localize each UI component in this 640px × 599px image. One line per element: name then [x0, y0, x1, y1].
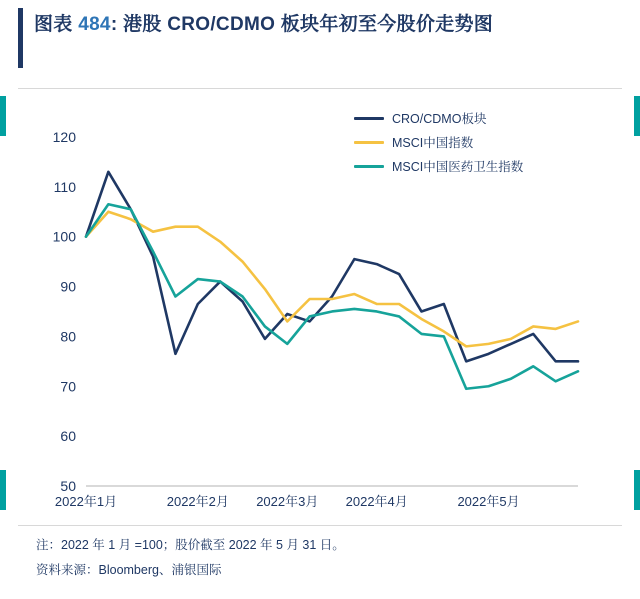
- legend-item-cro: [354, 106, 523, 130]
- legend-swatch-msci-health: [354, 165, 384, 168]
- legend-swatch-cro: [354, 117, 384, 120]
- x-axis-tick-label: 2022年2月: [166, 494, 229, 509]
- chart-legend: [354, 106, 523, 178]
- legend-label-msci-health: MSCI中国医药卫生指数: [392, 160, 524, 174]
- page-edge-mark-right: [634, 96, 640, 136]
- series-line-1: [86, 212, 578, 347]
- y-axis-tick-label: 100: [52, 228, 76, 245]
- y-axis-tick-label: 60: [60, 428, 76, 445]
- divider-top: [18, 88, 622, 89]
- x-axis-tick-label: 2022年1月: [54, 494, 118, 509]
- line-chart-svg: [18, 92, 622, 520]
- legend-label-msci-china: MSCI中国指数: [392, 136, 474, 150]
- legend-item-msci-china: [354, 130, 523, 154]
- y-axis-tick-label: 110: [53, 178, 76, 195]
- y-axis-ticks: [53, 129, 77, 494]
- legend-item-msci-health: [354, 154, 523, 178]
- y-axis-tick-label: 120: [52, 128, 76, 145]
- y-axis-tick-label: 80: [60, 328, 76, 345]
- figure-title-text: 港股 CRO/CDMO 板块年初至今股价走势图: [123, 14, 494, 35]
- x-axis-ticks: [55, 494, 520, 509]
- chart-canvas: [18, 92, 622, 520]
- figure-note: 注：2022 年 1 月 =100；股价截至 2022 年 5 月 31 日。: [36, 538, 345, 552]
- figure-source: 资料来源：Bloomberg、浦银国际: [36, 563, 222, 577]
- series-lines: [86, 172, 578, 389]
- y-axis-tick-label: 90: [60, 278, 76, 295]
- figure-title: [34, 10, 614, 40]
- divider-bottom: [18, 525, 622, 526]
- legend-swatch-msci-china: [354, 141, 384, 144]
- figure-separator: :: [110, 14, 118, 35]
- page-edge-mark-right-lower: [634, 470, 640, 510]
- x-axis-tick-label: 2022年4月: [345, 494, 408, 509]
- page-edge-mark-left-lower: [0, 470, 6, 510]
- y-axis-tick-label: 50: [60, 478, 76, 494]
- x-axis-tick-label: 2022年3月: [256, 494, 319, 509]
- x-axis-tick-label: 2022年5月: [457, 494, 520, 509]
- legend-label-cro: CRO/CDMO板块: [392, 112, 487, 126]
- figure-label: 图表: [34, 14, 73, 35]
- title-accent-bar: [18, 8, 23, 68]
- y-axis-tick-label: 70: [60, 378, 76, 395]
- page-edge-mark-left: [0, 96, 6, 136]
- figure-number: 484: [78, 14, 111, 35]
- figure-notes: [36, 533, 345, 583]
